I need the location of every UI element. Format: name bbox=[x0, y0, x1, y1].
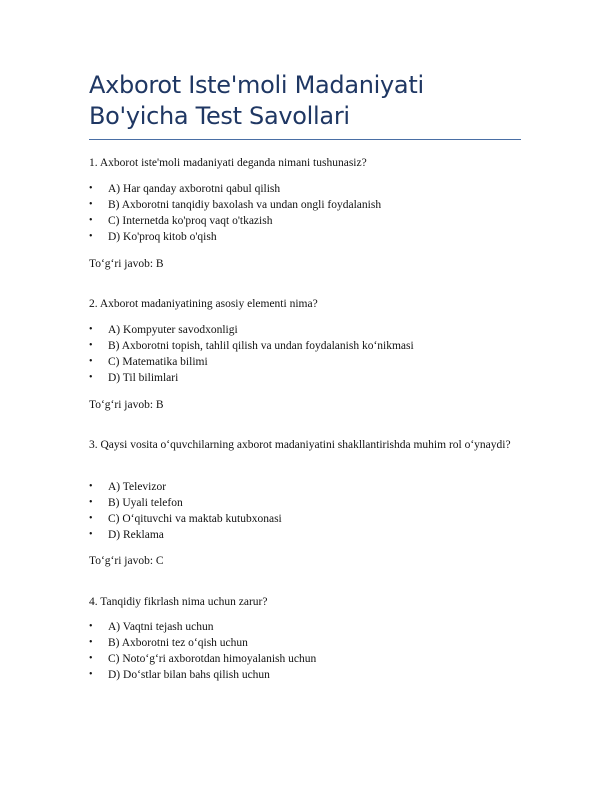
option-text: B) Axborotni tez o‘qish uchun bbox=[108, 637, 248, 649]
bullet-icon: • bbox=[89, 372, 93, 383]
bullet-icon: • bbox=[89, 215, 93, 226]
option-text: B) Axborotni tanqidiy baxolash va undan ongli foydalanish bbox=[108, 199, 382, 211]
bullet-icon: • bbox=[89, 340, 93, 351]
document-title: Axborot Iste'moli Madaniyati Bo'yicha Test Savollari bbox=[89, 71, 424, 130]
list-item bbox=[89, 495, 521, 511]
option-text: A) Vaqtni tejash uchun bbox=[108, 621, 214, 633]
list-item bbox=[89, 197, 521, 213]
option-text: C) Internetda ko'proq vaqt o'tkazish bbox=[108, 215, 273, 227]
question-4-text: 4. Tanqidiy fikrlash nima uchun zarur? bbox=[89, 596, 268, 608]
question-3-answer: To‘g‘ri javob: C bbox=[89, 555, 164, 567]
bullet-icon: • bbox=[89, 497, 93, 508]
title-underline bbox=[89, 139, 521, 140]
option-text: B) Axborotni topish, tahlil qilish va undan foydalanish ko‘nikmasi bbox=[108, 340, 414, 352]
question-2-options bbox=[89, 322, 521, 386]
option-text: C) O‘qituvchi va maktab kutubxonasi bbox=[108, 513, 282, 525]
option-text: D) Ko'proq kitob o'qish bbox=[108, 231, 217, 243]
question-1-options bbox=[89, 181, 521, 245]
option-text: C) Noto‘g‘ri axborotdan himoyalanish uchun bbox=[108, 653, 317, 665]
list-item bbox=[89, 635, 521, 651]
list-item bbox=[89, 511, 521, 527]
list-item bbox=[89, 213, 521, 229]
question-1-answer: To‘g‘ri javob: B bbox=[89, 258, 164, 270]
option-text: D) Reklama bbox=[108, 529, 164, 541]
bullet-icon: • bbox=[89, 529, 93, 540]
option-text: D) Do‘stlar bilan bahs qilish uchun bbox=[108, 669, 270, 681]
list-item bbox=[89, 527, 521, 543]
option-text: A) Kompyuter savodxonligi bbox=[108, 324, 238, 336]
option-text: D) Til bilimlari bbox=[108, 372, 179, 384]
bullet-icon: • bbox=[89, 669, 93, 680]
question-1-text: 1. Axborot iste'moli madaniyati deganda nimani tushunasiz? bbox=[89, 157, 367, 169]
option-text: A) Har qanday axborotni qabul qilish bbox=[108, 183, 281, 195]
bullet-icon: • bbox=[89, 653, 93, 664]
bullet-icon: • bbox=[89, 199, 93, 210]
list-item bbox=[89, 370, 521, 386]
list-item bbox=[89, 619, 521, 635]
bullet-icon: • bbox=[89, 621, 93, 632]
list-item bbox=[89, 181, 521, 197]
option-text: B) Uyali telefon bbox=[108, 497, 183, 509]
list-item bbox=[89, 229, 521, 245]
list-item bbox=[89, 651, 521, 667]
bullet-icon: • bbox=[89, 513, 93, 524]
list-item bbox=[89, 479, 521, 495]
bullet-icon: • bbox=[89, 637, 93, 648]
bullet-icon: • bbox=[89, 356, 93, 367]
bullet-icon: • bbox=[89, 481, 93, 492]
option-text: A) Televizor bbox=[108, 481, 167, 493]
list-item bbox=[89, 354, 521, 370]
question-3-text: 3. Qaysi vosita o‘quvchilarning axborot madaniyatini shakllantirishda muhim rol o‘ynaydi? bbox=[89, 439, 511, 451]
option-text: C) Matematika bilimi bbox=[108, 356, 208, 368]
list-item bbox=[89, 338, 521, 354]
question-3-options bbox=[89, 479, 521, 543]
question-2-answer: To‘g‘ri javob: B bbox=[89, 399, 164, 411]
bullet-icon: • bbox=[89, 231, 93, 242]
list-item bbox=[89, 667, 521, 683]
list-item bbox=[89, 322, 521, 338]
question-4-options bbox=[89, 619, 521, 683]
question-2-text: 2. Axborot madaniyatining asosiy elementi nima? bbox=[89, 298, 318, 310]
bullet-icon: • bbox=[89, 324, 93, 335]
bullet-icon: • bbox=[89, 183, 93, 194]
